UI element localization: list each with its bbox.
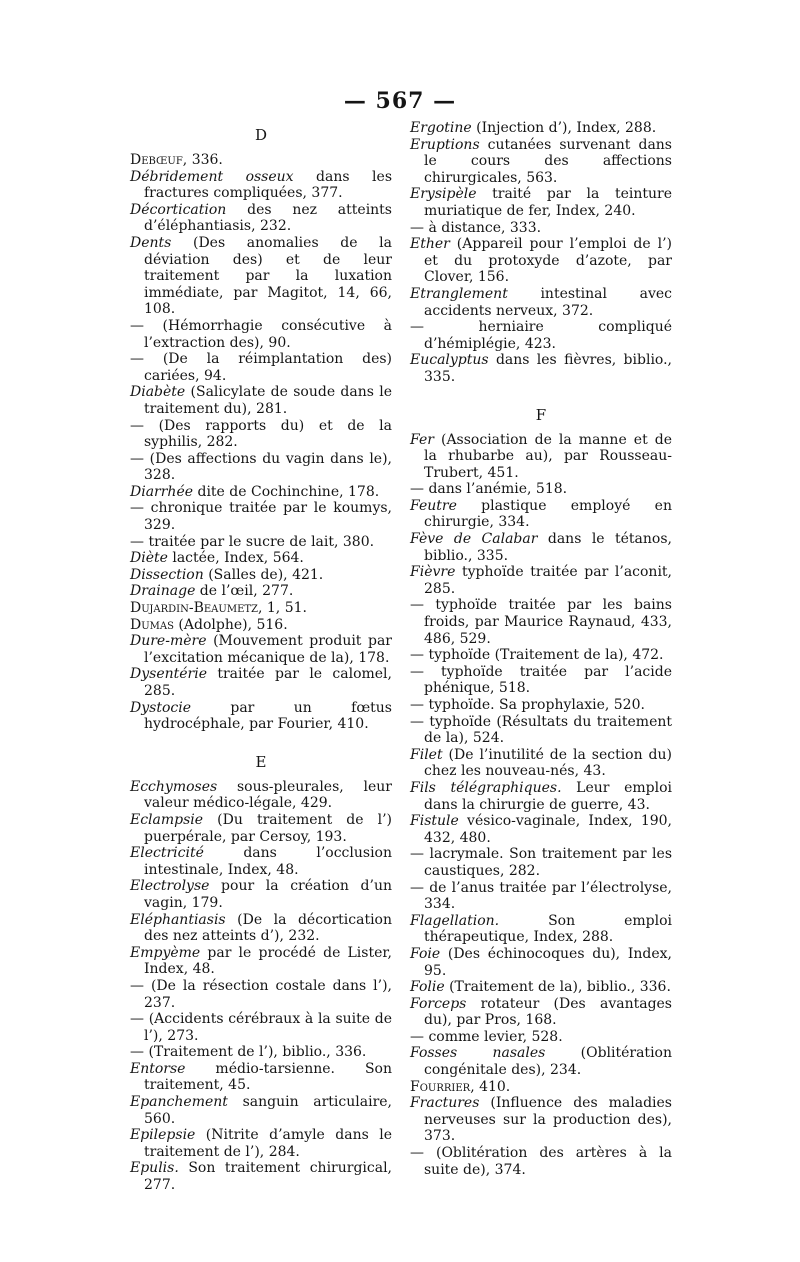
entry-text: (Oblitération des artères à la suite de), 374. [424, 1145, 672, 1178]
index-entry [410, 432, 672, 482]
entry-text: dans l’occlusion intestinale, Index, 48. [144, 845, 392, 878]
entry-term: — [410, 1145, 424, 1162]
entry-text: cutanées survenant dans le cours des affections chirurgicales, 563. [424, 136, 672, 186]
section-gap [130, 733, 392, 747]
entry-text: (De la décortication des nez atteints d’), 232. [144, 911, 392, 945]
index-entry [410, 137, 672, 187]
entry-term: — [410, 481, 424, 498]
index-entry [130, 779, 392, 812]
entry-term: — [410, 663, 424, 680]
index-entry [410, 979, 672, 996]
entry-text: sous-pleurales, leur valeur médico-légale, 429. [144, 778, 392, 812]
index-entry [130, 1061, 392, 1094]
entry-text: dans l’anémie, 518. [424, 481, 568, 498]
entry-term: Dure-mère [130, 633, 207, 650]
entry-term: — [130, 1011, 144, 1028]
entry-term: Dissection [130, 566, 204, 583]
index-entry [130, 812, 392, 845]
entry-text: traitée par le calomel, 285. [144, 666, 392, 699]
entry-term: — [130, 317, 144, 334]
entry-term: Debœuf [130, 152, 183, 168]
entry-term: — [410, 713, 424, 730]
entry-text: (Oblitération congénitale des), 234. [424, 1045, 672, 1079]
entry-text: comme levier, 528. [424, 1028, 563, 1045]
entry-text: (Des échinocoques du), Index, 95. [424, 945, 672, 979]
entry-term: — [410, 219, 424, 236]
entry-text: herniaire compliqué d’hémiplégie, 423. [424, 319, 672, 352]
entry-term: Flagellation. [410, 912, 500, 929]
index-entry [130, 169, 392, 202]
entry-term: — [410, 597, 424, 614]
entry-term: Electricité [130, 845, 204, 862]
entry-text: sanguin articulaire, 560. [144, 1094, 392, 1127]
entry-text: traité par la teinture muriatique de fer, Index, 240. [424, 186, 672, 219]
entry-text: (Association de la manne et de la rhubarbe au), par Rousseau-Trubert, 451. [424, 431, 672, 481]
index-entry [130, 1094, 392, 1127]
index-entry [130, 451, 392, 484]
entry-term: Fils télégraphiques. [410, 779, 562, 796]
index-entry [130, 978, 392, 1011]
entry-term: — [410, 697, 424, 713]
index-entry [410, 664, 672, 697]
entry-text: plastique employé en chirurgie, 334. [424, 497, 672, 531]
entry-text: (Mouvement produit par l’excitation mécanique de la), 178. [144, 633, 392, 666]
entry-text: , 410. [470, 1078, 511, 1095]
entry-term: Fourrier [410, 1078, 471, 1095]
entry-term: Fosses nasales [410, 1045, 546, 1062]
entry-term: Epulis. [130, 1160, 179, 1177]
index-entry [410, 780, 672, 813]
index-entry [410, 498, 672, 531]
entry-term: — [410, 879, 424, 896]
entry-term: — [130, 450, 144, 467]
entry-text: (Traitement de l’), biblio., 336. [144, 1044, 367, 1061]
index-entry [130, 666, 392, 699]
index-entry [410, 220, 672, 237]
entry-term: — [130, 500, 144, 517]
entry-term: — [130, 533, 144, 550]
index-entry [130, 617, 392, 634]
entry-term: Eclampsie [130, 811, 204, 828]
entry-term: Empyème [130, 944, 201, 961]
index-entry [410, 120, 672, 137]
section-letter: F [535, 405, 547, 424]
entry-text: lacrymale. Son traitement par les caustiques, 282. [424, 846, 672, 879]
entry-term: Débridement osseux [130, 168, 294, 185]
index-entry [410, 647, 672, 664]
index-entry [130, 484, 392, 501]
entry-term: Foie [410, 945, 441, 962]
index-entry [130, 202, 392, 235]
entry-text: (Adolphe), 516. [173, 616, 288, 633]
index-entry [410, 236, 672, 286]
entry-term: Diarrhée [130, 483, 194, 500]
index-entry [130, 878, 392, 911]
entry-term: Drainage [130, 583, 196, 600]
entry-term: Dujardin-Beaumetz [130, 600, 258, 617]
entry-text: (Du traitement de l’) puerpérale, par Cersoy, 193. [144, 811, 392, 845]
index-entry [130, 384, 392, 417]
entry-term: Fistule [410, 813, 459, 830]
entry-term: Fève de Calabar [410, 531, 538, 548]
entry-term: — [410, 846, 424, 863]
index-entry [410, 564, 672, 597]
entry-term: — [130, 417, 144, 434]
entry-text: dans les fractures compliquées, 377. [144, 168, 392, 202]
entry-term: Diète [130, 550, 168, 567]
index-entry [130, 1127, 392, 1160]
entry-text: à distance, 333. [424, 219, 542, 236]
entry-text: pour la création d’un vagin, 179. [144, 878, 392, 911]
entry-text: traitée par le sucre de lait, 380. [144, 533, 375, 550]
index-entry [130, 152, 392, 169]
index-entry [410, 1079, 672, 1096]
index-entry [410, 319, 672, 352]
entry-text: typhoïde. Sa prophylaxie, 520. [424, 697, 645, 713]
entry-text: (Influence des maladies nerveuses sur la production des), 373. [424, 1095, 672, 1145]
index-entry [410, 747, 672, 780]
entry-text: de l’anus traitée par l’électrolyse, 334. [424, 879, 672, 913]
index-entry [410, 1029, 672, 1046]
index-entry [130, 633, 392, 666]
index-entry [410, 880, 672, 913]
entry-term: — [410, 647, 424, 664]
entry-term: Ergotine [410, 120, 472, 136]
index-entry [130, 318, 392, 351]
entry-term: Dents [130, 234, 172, 251]
entry-text: (De l’inutilité de la section du) chez les nouveau-nés, 43. [424, 746, 672, 780]
entry-term: Fractures [410, 1095, 480, 1112]
index-entry [410, 714, 672, 747]
index-entry [410, 813, 672, 846]
index-entry [130, 567, 392, 584]
entry-text: (Des affections du vagin dans le), 328. [144, 450, 392, 484]
entry-text: par le procédé de Lister, Index, 48. [144, 944, 392, 978]
section-gap [410, 386, 672, 400]
index-entry [410, 1095, 672, 1145]
index-entry [130, 912, 392, 945]
index-entry [130, 1044, 392, 1061]
index-entry [410, 597, 672, 647]
entry-term: Eruptions [410, 136, 480, 153]
entry-term: Folie [410, 979, 445, 996]
entry-text: dans le tétanos, biblio., 335. [424, 531, 672, 564]
entry-text: (Hémorrhagie consécutive à l’extraction des), 90. [144, 317, 392, 351]
entry-term: Décortication [130, 201, 227, 218]
entry-term: Ecchymoses [130, 778, 218, 795]
entry-term: — [410, 1028, 424, 1045]
entry-text: Son traitement chirurgical, 277. [144, 1160, 392, 1194]
index-entry [130, 418, 392, 451]
index-entry [410, 531, 672, 564]
entry-term: Electrolyse [130, 878, 210, 895]
index-entry [130, 700, 392, 733]
entry-term: — [130, 351, 144, 368]
section-letter: D [254, 126, 268, 144]
entry-text: (Des anomalies de la déviation des) et de leur traitement par la luxation immédiate, par Magitot, 14, 66, 108. [144, 234, 392, 318]
entry-term: Eucalyptus [410, 352, 489, 369]
entry-term: Dystocie [130, 699, 191, 716]
right-column [410, 120, 672, 1178]
entry-term: Epanchement [130, 1094, 228, 1111]
entry-term: Forceps [410, 995, 467, 1012]
entry-text: lactée, Index, 564. [167, 550, 304, 567]
index-entry [130, 534, 392, 551]
entry-text: des nez atteints d’éléphantiasis, 232. [144, 201, 392, 235]
entry-text: typhoïde traitée par les bains froids, par Maurice Raynaud, 433, 486, 529. [424, 597, 672, 647]
left-column [130, 120, 392, 1194]
index-entry [410, 996, 672, 1029]
entry-term: Entorse [130, 1060, 186, 1077]
entry-text: par un fœtus hydrocéphale, par Fourier, 410. [144, 699, 392, 733]
entry-term: Epilepsie [130, 1127, 196, 1144]
entry-text: Leur emploi dans la chirurgie de guerre, 43. [424, 779, 672, 813]
index-entry [130, 550, 392, 567]
entry-text: (De la réimplantation des) cariées, 94. [144, 351, 392, 384]
index-entry [410, 1045, 672, 1078]
entry-text: (Nitrite d’amyle dans le traitement de l’), 284. [144, 1127, 392, 1160]
entry-text: dite de Cochinchine, 178. [193, 483, 380, 500]
index-entry [130, 1011, 392, 1044]
entry-term: — [130, 977, 144, 994]
entry-text: typhoïde (Traitement de la), 472. [424, 647, 664, 664]
entry-term: Erysipèle [410, 186, 477, 203]
index-entry [130, 583, 392, 600]
entry-text: , 336. [182, 152, 223, 168]
entry-text: rotateur (Des avantages du), par Pros, 168. [424, 995, 672, 1029]
entry-text: Son emploi thérapeutique, Index, 288. [424, 912, 672, 946]
entry-text: (Salicylate de soude dans le traitement du), 281. [144, 384, 392, 417]
entry-term: Ether [410, 236, 450, 253]
index-entry [410, 697, 672, 714]
entry-text: (Traitement de la), biblio., 336. [444, 979, 671, 996]
index-entry [410, 286, 672, 319]
entry-term: Fer [410, 431, 434, 448]
section-letter: E [255, 752, 267, 771]
entry-term: Dumas [130, 616, 174, 633]
index-entry [130, 235, 392, 318]
index-entry [130, 351, 392, 384]
index-entry [410, 846, 672, 879]
entry-text: vésico-vaginale, Index, 190, 432, 480. [424, 813, 672, 846]
entry-term: Eléphantiasis [130, 911, 226, 928]
entry-text: (Accidents cérébraux à la suite de l’), 273. [144, 1011, 392, 1044]
entry-term: Dysentérie [130, 666, 207, 683]
index-entry [130, 845, 392, 878]
entry-text: (Des rapports du) et de la syphilis, 282. [144, 417, 392, 451]
entry-term: — [130, 1044, 144, 1061]
index-entry [410, 481, 672, 498]
entry-text: (Salles de), 421. [203, 566, 324, 583]
entry-text: de l’œil, 277. [195, 583, 294, 600]
entry-text: chronique traitée par le koumys, 329. [144, 500, 392, 534]
entry-term: Fièvre [410, 564, 456, 581]
page-number: — 567 — [343, 88, 457, 114]
entry-term: Filet [410, 746, 443, 763]
entry-text: (Injection d’), Index, 288. [471, 120, 657, 136]
index-entry [130, 1160, 392, 1193]
entry-text: médio-tarsienne. Son traitement, 45. [144, 1060, 392, 1094]
index-entry [410, 186, 672, 219]
index-entry [130, 600, 392, 617]
index-entry [410, 1145, 672, 1178]
entry-term: Etranglement [410, 285, 508, 302]
entry-text: , 1, 51. [258, 600, 307, 617]
entry-term: Diabète [130, 384, 186, 401]
index-entry [410, 946, 672, 979]
entry-text: dans les fièvres, biblio., 335. [424, 352, 672, 385]
entry-term: — [410, 319, 424, 336]
entry-term: Feutre [410, 497, 457, 514]
entry-text: typhoïde (Résultats du traitement de la), 524. [424, 713, 672, 747]
entry-text: intestinal avec accidents nerveux, 372. [424, 285, 672, 319]
entry-text: typhoïde traitée par l’acide phénique, 518. [424, 663, 672, 697]
index-entry [130, 945, 392, 978]
entry-text: typhoïde traitée par l’aconit, 285. [424, 564, 672, 597]
index-entry [130, 500, 392, 533]
index-entry [410, 913, 672, 946]
entry-text: (De la résection costale dans l’), 237. [144, 977, 392, 1011]
index-entry [410, 352, 672, 385]
entry-text: (Appareil pour l’emploi de l’) et du protoxyde d’azote, par Clover, 156. [424, 236, 672, 286]
